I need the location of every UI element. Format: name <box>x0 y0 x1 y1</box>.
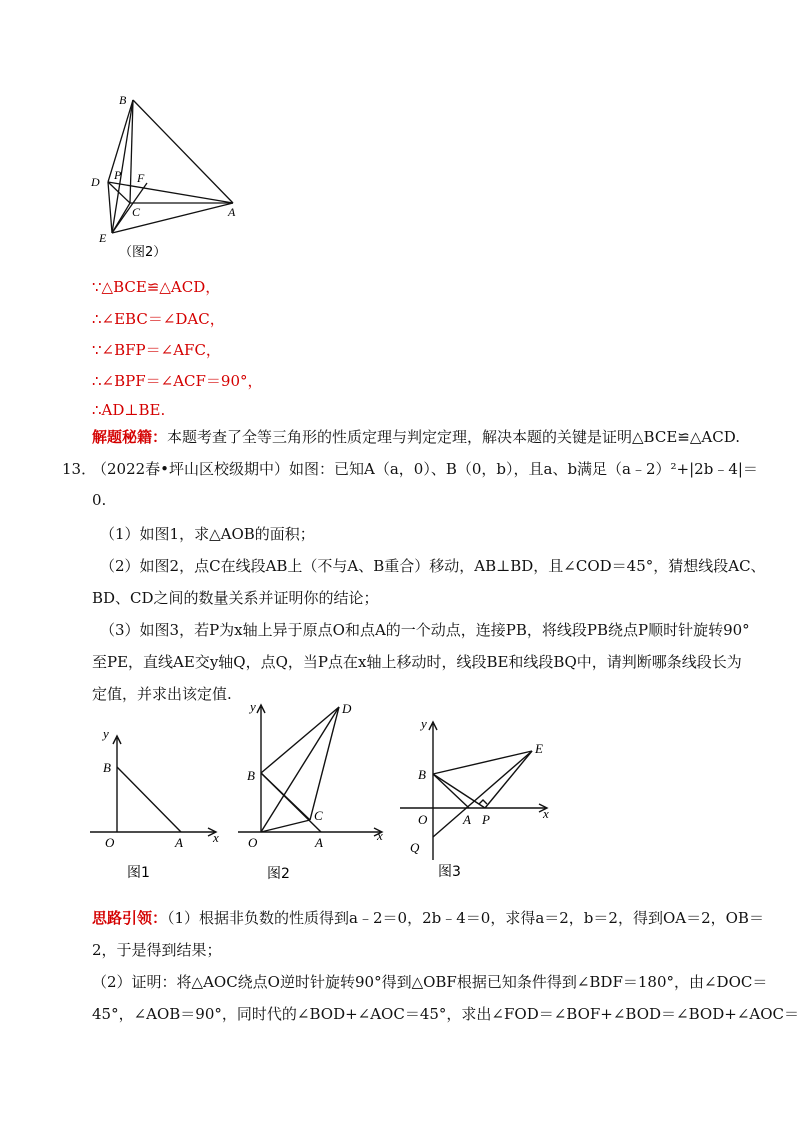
summary-line <box>92 426 740 447</box>
fig3-label-E: E <box>535 741 543 756</box>
fig1-caption: 图1 <box>127 865 150 881</box>
fig2-label-O: O <box>248 835 258 850</box>
fig1-label-x: x <box>213 830 219 845</box>
question-stem-line2: 0. <box>92 491 107 509</box>
fig3-label-O: O <box>418 812 428 827</box>
question-stem-line1: （2022春•坪山区校级期中）如图：已知A（a，0）、B（0，b），且a、b满足（a﹣2）²+|2b﹣4|＝ <box>92 460 758 478</box>
hint-line1 <box>92 907 764 928</box>
question-part3-line1: （3）如图3，若P为x轴上异于原点O和点A的一个动点，连接PB，将线段PB绕点P顺时针旋转90° <box>100 621 750 639</box>
fig1-label-y: y <box>103 726 109 741</box>
fig2-caption: 图2 <box>267 866 290 882</box>
fig2-label-y: y <box>250 699 256 714</box>
hint-line3: （2）证明：将△AOC绕点O逆时针旋转90°得到△OBF根据已知条件得到∠BDF＝180°，由∠DOC＝ <box>92 973 768 991</box>
fig3-label-P: P <box>482 812 490 827</box>
fig3-label-B: B <box>418 767 426 782</box>
figure-2 <box>236 695 396 890</box>
figure-1 <box>85 720 235 890</box>
fig3-label-Q: Q <box>410 840 420 855</box>
hint-text-1: （1）根据非负数的性质得到a﹣2＝0，2b﹣4＝0，求得a＝2，b＝2，得到OA＝2，OB＝ <box>167 909 764 927</box>
proof-line-2: ∴∠EBC＝∠DAC， <box>92 310 225 328</box>
hint-label: 思路引领： <box>92 909 168 927</box>
fig-top-label-A: A <box>228 205 236 219</box>
fig3-caption: 图3 <box>438 864 461 880</box>
question-number: 13． <box>62 460 97 478</box>
fig2-label-x: x <box>377 828 383 843</box>
proof-line-1: ∵△BCE≌△ACD， <box>92 278 221 296</box>
fig3-label-A: A <box>463 812 471 827</box>
fig2-label-B: B <box>247 768 255 783</box>
summary-label: 解题秘籍： <box>92 428 168 446</box>
fig-top-label-F: F <box>137 171 145 185</box>
summary-text: 本题考查了全等三角形的性质定理与判定定理，解决本题的关键是证明△BCE≌△ACD. <box>167 428 740 446</box>
fig-top-label-P: P <box>114 168 122 182</box>
fig-top-caption: （图2） <box>119 245 167 260</box>
figure-3 <box>398 710 563 885</box>
question-part1: （1）如图1，求△AOB的面积； <box>100 525 315 543</box>
fig1-label-B: B <box>103 760 111 775</box>
question-part2-line2: BD、CD之间的数量关系并证明你的结论； <box>92 589 379 607</box>
fig-top-label-B: B <box>119 93 127 107</box>
question-part3-line3: 定值，并求出该定值. <box>92 685 232 703</box>
proof-line-3: ∵∠BFP＝∠AFC， <box>92 341 221 359</box>
question-part3-line2: 至PE，直线AE交y轴Q，点Q，当P点在x轴上移动时，线段BE和线段BQ中，请判断哪条线段长为 <box>92 653 742 671</box>
question-part2-line1: （2）如图2，点C在线段AB上（不与A、B重合）移动，AB⊥BD，且∠COD＝45°，猜想线段AC、 <box>100 557 766 575</box>
fig2-label-D: D <box>342 701 352 716</box>
fig2-label-C: C <box>314 808 323 823</box>
fig3-label-x: x <box>543 806 549 821</box>
fig2-label-A: A <box>315 835 323 850</box>
fig-top-label-D: D <box>91 175 100 189</box>
geometry-figure-top <box>85 90 255 260</box>
hint-line2: 2，于是得到结果； <box>92 941 222 959</box>
proof-line-4: ∴∠BPF＝∠ACF＝90°， <box>92 372 263 390</box>
proof-line-5: ∴AD⊥BE. <box>92 401 166 419</box>
fig-top-label-E: E <box>99 231 107 245</box>
fig1-label-A: A <box>175 835 183 850</box>
hint-line4: 45°，∠AOB＝90°，同时代的∠BOD+∠AOC＝45°，求出∠FOD＝∠BOF+∠BOD＝∠BOD+∠AOC＝ <box>92 1005 799 1023</box>
fig1-label-O: O <box>105 835 115 850</box>
fig-top-label-C: C <box>132 205 141 219</box>
fig3-label-y: y <box>421 716 427 731</box>
